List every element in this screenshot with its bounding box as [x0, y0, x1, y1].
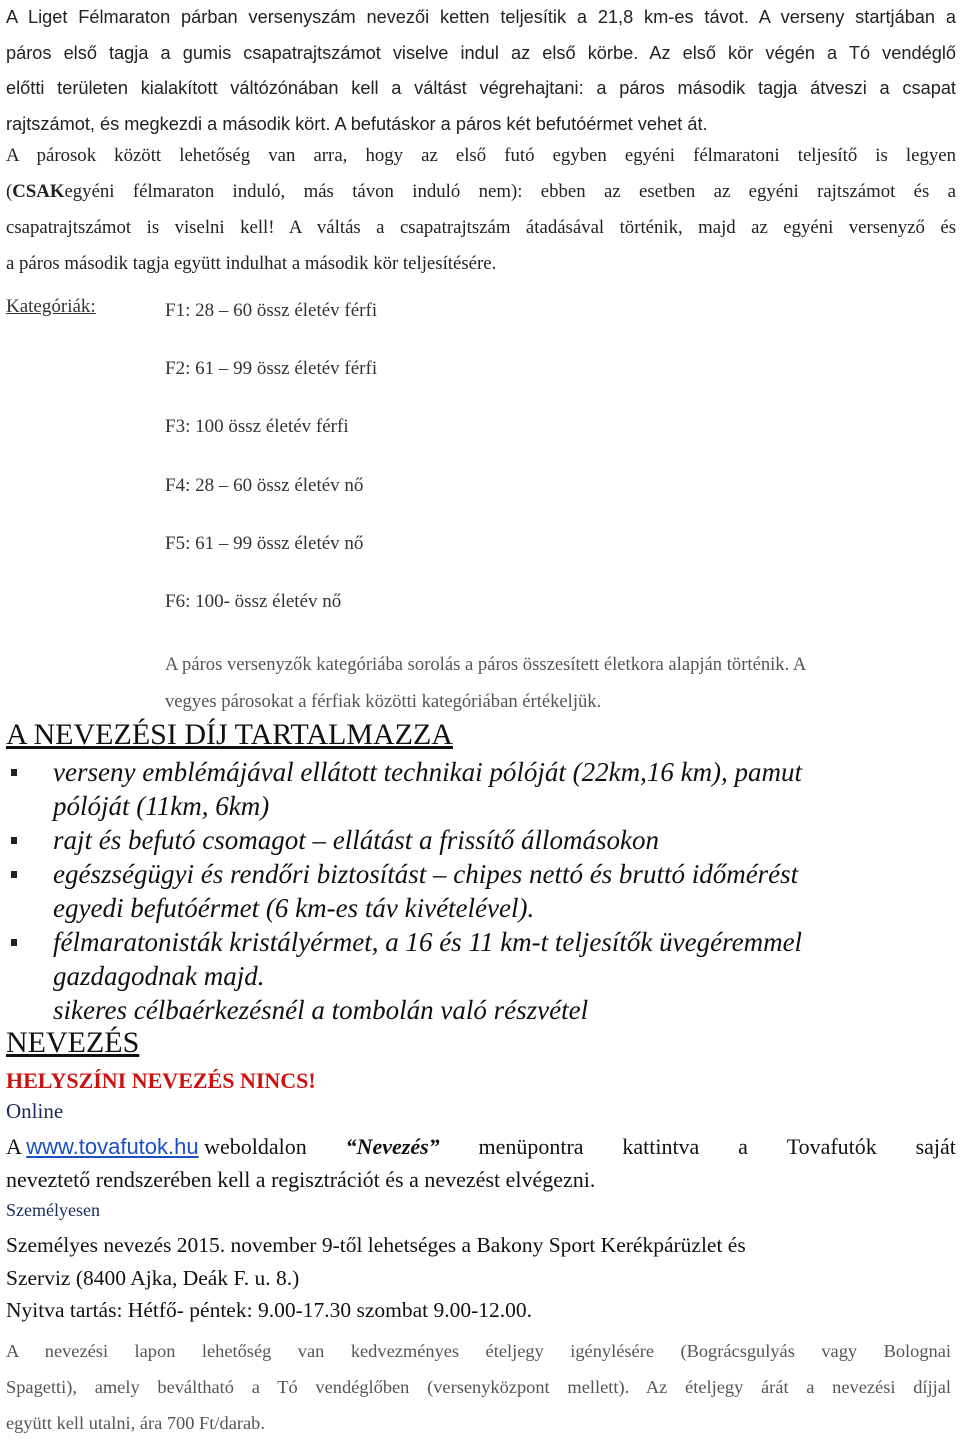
rules-line: csapatrajtszámot is viselni kell! A váltás a csapatrajtszám átadásával történik, majd az egyéni versenyző és — [6, 217, 956, 238]
meal-line: A nevezési lapon lehetőség van kedvezményes ételjegy igénylésére (Bográcsgulyás vagy Bolognai — [6, 1341, 951, 1361]
category-note-line: A páros versenyzők kategóriába sorolás a páros összesített életkora alapján történik. A — [165, 654, 807, 675]
opening-hours: Nyitva tartás: Hétfő- péntek: 9.00-17.30 szombat 9.00-12.00. — [6, 1298, 533, 1322]
category-item: F2: 61 – 99 össz életév férfi — [165, 358, 378, 380]
bullet-square-icon — [11, 837, 17, 844]
meal-line: együtt kell utalni, ára 700 Ft/darab. — [6, 1413, 265, 1433]
only-emphasis: CSAK — [12, 181, 65, 202]
tovafutok-link[interactable]: www.tovafutok.hu — [26, 1134, 199, 1159]
registration-heading: NEVEZÉS — [6, 1026, 140, 1059]
nevezes-menu-ref: “Nevezés” — [345, 1134, 440, 1159]
intro-line: páros első tagja a gumis csapatrajtszámot viselve indul az első körbe. Az első kör végén a Tó vendéglő — [6, 42, 956, 63]
fee-item: félmaratonisták kristályérmet, a 16 és 11 km-t teljesítők üvegéremmel gazdagodnak majd. — [6, 925, 956, 993]
bullet-square-icon — [11, 939, 17, 946]
online-label: Online — [6, 1099, 64, 1123]
intro-line: A Liget Félmaraton párban versenyszám nevezői ketten teljesítik a 21,8 km-es távot. A verseny startjában a — [6, 7, 956, 27]
fee-heading: A NEVEZÉSI DÍJ TARTALMAZZA — [6, 718, 453, 751]
personal-paragraph — [6, 1229, 956, 1327]
personal-line: Szerviz (8400 Ajka, Deák F. u. 8.) — [6, 1265, 300, 1290]
bullet-square-icon — [11, 871, 17, 878]
fee-item-extra: sikeres célbaérkezésnél a tombolán való részvétel — [53, 995, 589, 1025]
rules-line: (CSAKegyéni félmaraton induló, más távon induló nem): ebben az esetben az egyéni rajtszámot és a — [6, 181, 956, 202]
category-item: F3: 100 össz életév férfi — [165, 416, 349, 438]
no-onsite-registration: HELYSZÍNI NEVEZÉS NINCS! — [6, 1068, 316, 1093]
category-note-line: vegyes párosokat a férfiak közötti kategóriában értékeljük. — [165, 691, 602, 712]
meal-line: Spagetti), amely beváltható a Tó vendéglőben (versenyközpont mellett). Az ételjegy árát a nevezési díjjal — [6, 1377, 951, 1397]
fee-item: egészségügyi és rendőri biztosítást – chipes nettó és bruttó időmérést egyedi befutóérmet (6 km-es táv kivételével). — [6, 857, 956, 925]
meal-ticket-paragraph — [6, 1333, 951, 1441]
category-item: F4: 28 – 60 össz életév nő — [165, 474, 364, 496]
category-item: F1: 28 – 60 össz életév férfi — [165, 300, 378, 321]
bullet-square-icon — [11, 769, 17, 776]
fee-item: rajt és befutó csomagot – ellátást a frissítő állomásokon — [6, 823, 956, 857]
categories-list — [165, 296, 377, 645]
intro-paragraph — [6, 0, 956, 142]
online-paragraph: A www.tovafutok.hu weboldalon “Nevezés” menüpontra kattintva a Tovafutók saját neveztető rendszerében kell a regisztrációt és a nevezést elvégezni. — [6, 1130, 956, 1196]
rules-line: A párosok között lehetőség van arra, hogy az első futó egyben egyéni félmaratoni teljesítő is legyen — [6, 145, 956, 166]
category-item: F5: 61 – 99 össz életév nő — [165, 532, 364, 554]
intro-line: rajtszámot, és megkezdi a második kört. A befutáskor a páros két befutóérmet vehet át. — [6, 113, 708, 134]
online-line: neveztető rendszerében kell a regisztrációt és a nevezést elvégezni. — [6, 1167, 596, 1192]
categories-heading: Kategóriák: — [6, 296, 96, 317]
personal-line: Személyes nevezés 2015. november 9-től lehetséges a Bakony Sport Kerékpárüzlet és — [6, 1233, 746, 1257]
rules-line: a páros második tagja együtt indulhat a második kör teljesítésére. — [6, 253, 497, 274]
personal-label: Személyesen — [6, 1200, 100, 1220]
category-note — [165, 646, 945, 720]
category-item: F6: 100- össz életév nő — [165, 590, 342, 612]
rules-paragraph — [6, 138, 956, 282]
fee-item: verseny emblémájával ellátott technikai pólóját (22km,16 km), pamut pólóját (11km, 6km) — [6, 755, 956, 823]
intro-line: előtti területen kialakított váltózónában kell a váltást végrehajtani: a páros második tagja átveszi a csapat — [6, 78, 956, 98]
fee-list — [6, 755, 956, 1027]
